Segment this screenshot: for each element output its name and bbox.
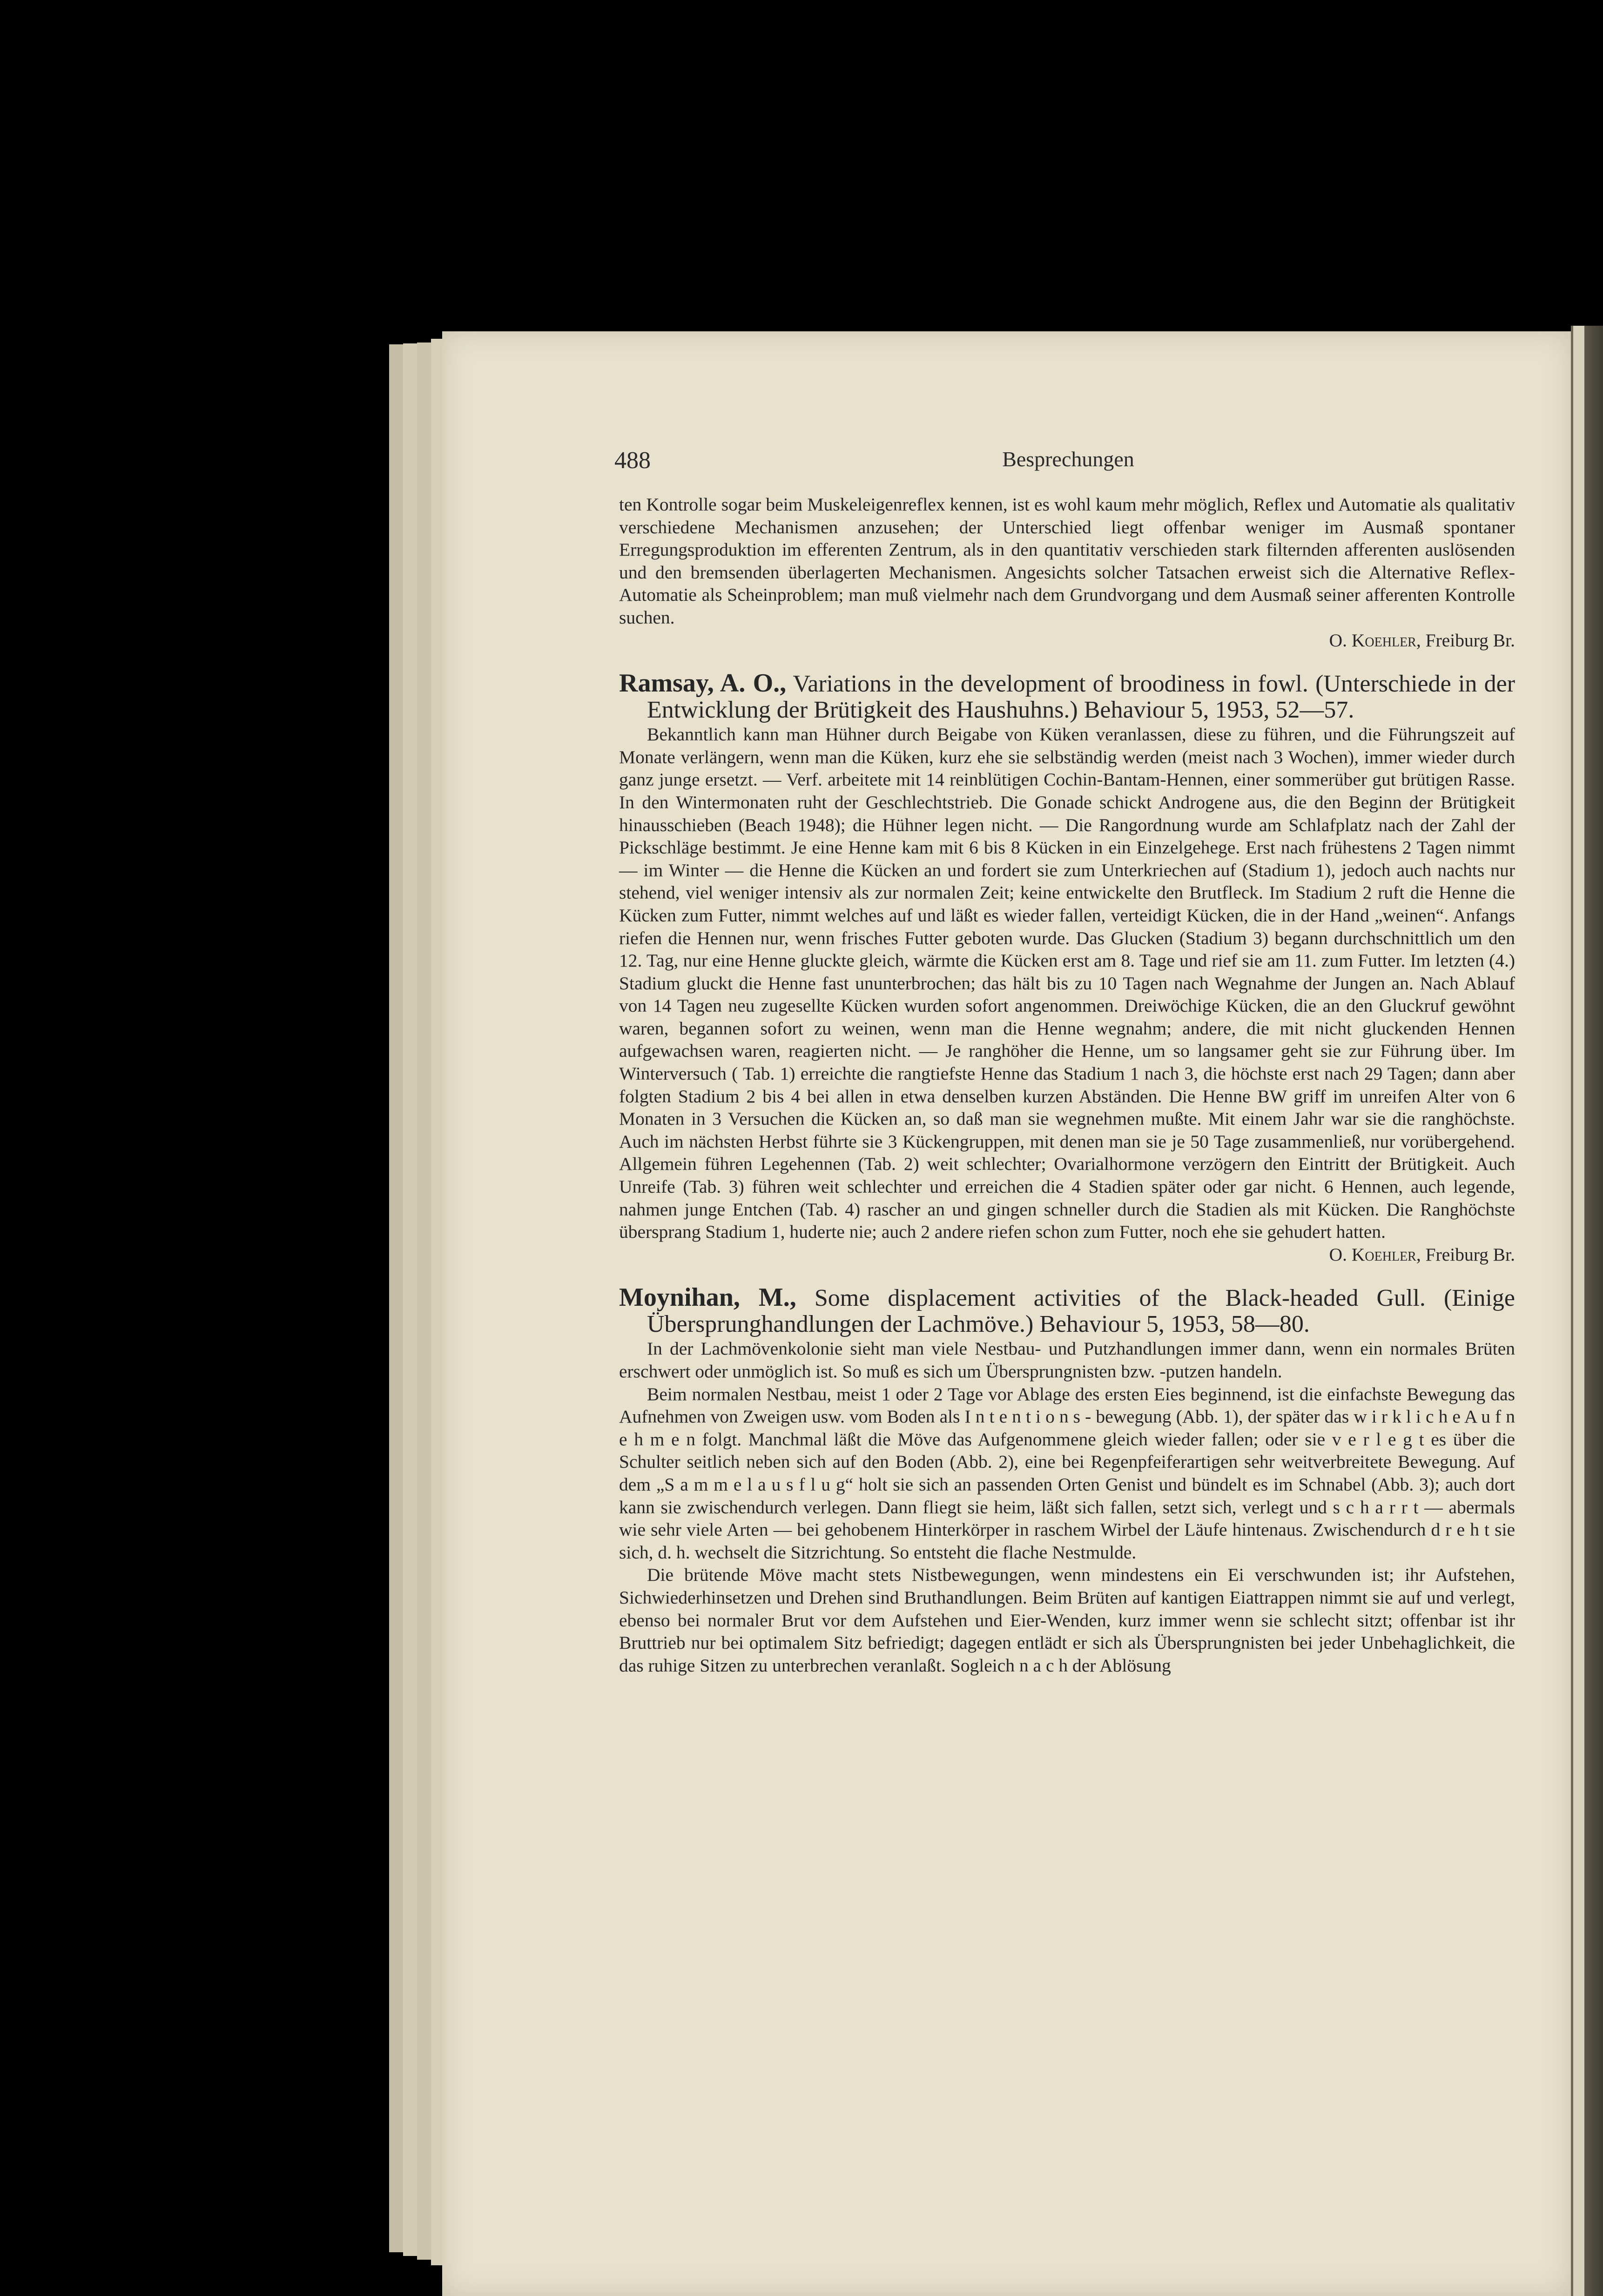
page-header	[614, 442, 1522, 479]
page-content	[619, 493, 1515, 1677]
page-stack-edge	[389, 344, 404, 2252]
reviewer-place: , Freiburg Br.	[1416, 1244, 1515, 1265]
review-signature	[619, 1243, 1515, 1266]
review-paragraph: Beim normalen Nestbau, meist 1 oder 2 Tage vor Ablage des ersten Eies beginnend, ist die einfachste Bewegung das Aufnehmen von Zweigen usw. vom Boden als I n t e n t i o n s - bewegung (Abb. 1), der später das w i r k l i c h e A u f n e h m e n folgt. Manchmal läßt die Möve das Aufgenommene gleich wieder fallen; oder sie v e r l e g t es über die Schulter seitlich neben sich auf den Boden (Abb. 2), eine bei Regenpfeiferartigen sehr weitverbreitete Bewegung. Auf dem „S a m m e l a u s f l u g“ holt sie sich an passenden Orten Genist und bündelt es im Schnabel (Abb. 3); auch dort kann sie zwischendurch verlegen. Dann fliegt sie heim, läßt sich fallen, setzt sich, verlegt und s c h a r r t — abermals wie sehr viele Arten — bei gehobenem Hinterkörper in raschem Wirbel der Läufe hintenaus. Zwischendurch d r e h t sie sich, d. h. wechselt die Sitzrichtung. So entsteht die flache Nestmulde.	[619, 1383, 1515, 1563]
review-entry-ramsay	[619, 670, 1515, 1266]
citation-heading	[619, 1284, 1515, 1337]
citation-heading	[619, 670, 1515, 723]
page-stack-edge	[403, 343, 418, 2256]
reviewer-name: O. Koehler	[1329, 1244, 1416, 1265]
citation-title: Some displacement activities of the Black-headed Gull. (Einige Übersprunghandlungen der Lachmöve.) Behaviour 5, 1953, 58—80.	[647, 1285, 1515, 1338]
review-entry-moynihan	[619, 1284, 1515, 1677]
citation-title: Variations in the development of broodiness in fowl. (Unterschiede in der Entwicklung der Brütigkeit des Haushuhns.) Behaviour 5, 1953, 52—57.	[647, 671, 1515, 724]
review-body: Bekanntlich kann man Hühner durch Beigabe von Küken veranlassen, diese zu führen, und die Führungszeit auf Monate verlängern, wenn man die Küken, kurz ehe sie selbständig werden (meist nach 3 Wochen), immer wieder durch ganz junge ersetzt. — Verf. arbeitete mit 14 reinblütigen Cochin-Bantam-Hennen, einer sommerüber gut brütigen Rasse. In den Wintermonaten ruht der Geschlechtstrieb. Die Gonade schickt Androgene aus, die den Beginn der Brütigkeit hinausschieben (Beach 1948); die Hühner legen nicht. — Die Rangordnung wurde am Schlafplatz nach der Zahl der Pickschläge bestimmt. Je eine Henne kam mit 6 bis 8 Kücken in ein Einzelgehege. Erst nach frühestens 2 Tagen nimmt — im Winter — die Henne die Kücken an und fordert sie zum Unterkriechen auf (Stadium 1), jedoch auch nachts nur stehend, viel weniger intensiv als zur normalen Zeit; keine entwickelte den Brutfleck. Im Stadium 2 ruft die Henne die Kücken zum Futter, nimmt welches auf und läßt es wieder fallen, verteidigt Kücken, die in der Hand „weinen“. Anfangs riefen die Hennen nur, wenn frisches Futter geboten wurde. Das Glucken (Stadium 3) begann durchschnittlich um den 12. Tag, nur eine Henne gluckte gleich, wärmte die Kücken erst am 8. Tage und rief sie am 11. zum Futter. Im letzten (4.) Stadium gluckt die Henne fast ununterbrochen; das hält bis zu 10 Tagen nach Wegnahme der Jungen an. Nach Ablauf von 14 Tagen neu zugesellte Kücken wurden sofort angenommen. Dreiwöchige Kücken, die an den Gluckruf gewöhnt waren, begannen sofort zu weinen, wenn man die Henne wegnahm; andere, die mit nicht gluckenden Hennen aufgewachsen waren, reagierten nicht. — Je ranghöher die Henne, um so langsamer geht sie zur Führung über. Im Winterversuch ( Tab. 1) erreichte die rangtiefste Henne das Stadium 1 nach 3, die höchste erst nach 29 Tagen; dann aber folgten Stadium 2 bis 4 bei allen in etwa denselben kurzen Abständen. Die Henne BW griff im unreifen Alter von 6 Monaten in 3 Versuchen die Kücken an, so daß man sie wegnehmen mußte. Mit einem Jahr war sie die ranghöchste. Auch im nächsten Herbst führte sie 3 Kückengruppen, mit denen man sie je 50 Tage zusammenließ, nur vorübergehend. Allgemein führen Legehennen (Tab. 2) weit schlechter; Ovarialhormone verzögern den Eintritt der Brütigkeit. Auch Unreife (Tab. 3) führen weit schlechter und erreichen die 4 Stadien später oder gar nicht. 6 Hennen, auch legende, nahmen junge Entchen (Tab. 4) rascher an und gingen schneller durch die Stadien als mit Kücken. Die Ranghöchste übersprang Stadium 1, huderte nie; auch 2 andere riefen schon zum Futter, noch ehe sie gehudert hatten.	[619, 724, 1515, 1242]
citation-author: Moynihan, M.,	[619, 1283, 796, 1312]
review-paragraph: In der Lachmövenkolonie sieht man viele Nestbau- und Putzhandlungen immer dann, wenn ein normales Brüten erschwert oder unmöglich ist. So muß es sich um Übersprungnisten bzw. -putzen handeln.	[619, 1338, 1515, 1382]
citation-author: Ramsay, A. O.,	[619, 669, 787, 698]
reviewer-place: , Freiburg Br.	[1416, 630, 1515, 651]
page-stack-edge	[431, 339, 443, 2265]
reviewer-name: O. Koehler	[1329, 630, 1416, 651]
running-head: Besprechungen	[1002, 447, 1134, 471]
page-number: 488	[614, 447, 651, 474]
intro-paragraph: ten Kontrolle sogar beim Muskeleigenreflex kennen, ist es wohl kaum mehr möglich, Reflex und Automatie als qualitativ verschiedene Mechanismen anzusehen; der Unterschied liegt offenbar weniger im Ausmaß spontaner Erregungsproduktion im efferenten Zentrum, als in den quantitativ verschieden stark filternden afferenten auslösenden und den bremsenden überlagerten Mechanismen. Angesichts solcher Tatsachen erweist sich die Alternative Reflex-Automatie als Scheinproblem; man muß vielmehr nach dem Grundvorgang und dem Ausmaß seiner afferenten Kontrolle suchen.	[619, 494, 1515, 628]
review-signature	[619, 629, 1515, 652]
page-stack-edge	[417, 342, 432, 2260]
review-paragraph: Die brütende Möve macht stets Nistbewegungen, wenn mindestens ein Ei verschwunden ist; ihr Aufstehen, Sichwiederhinsetzen und Drehen sind Bruthandlungen. Beim Brüten auf kantigen Eiattrappen nimmt sie auf und verlegt, ebenso bei normaler Brut vor dem Aufstehen und Eier-Wenden, kurz immer wenn sie schlecht sitzt; offenbar ist ihr Bruttrieb nur bei optimalem Sitz befriedigt; dagegen entlädt er sich als Übersprungnisten bei jeder Unbehaglichkeit, die das ruhige Sitzen zu unterbrechen veranlaßt. Sogleich n a c h der Ablösung	[619, 1564, 1515, 1676]
facing-page-edge	[1573, 326, 1584, 2296]
